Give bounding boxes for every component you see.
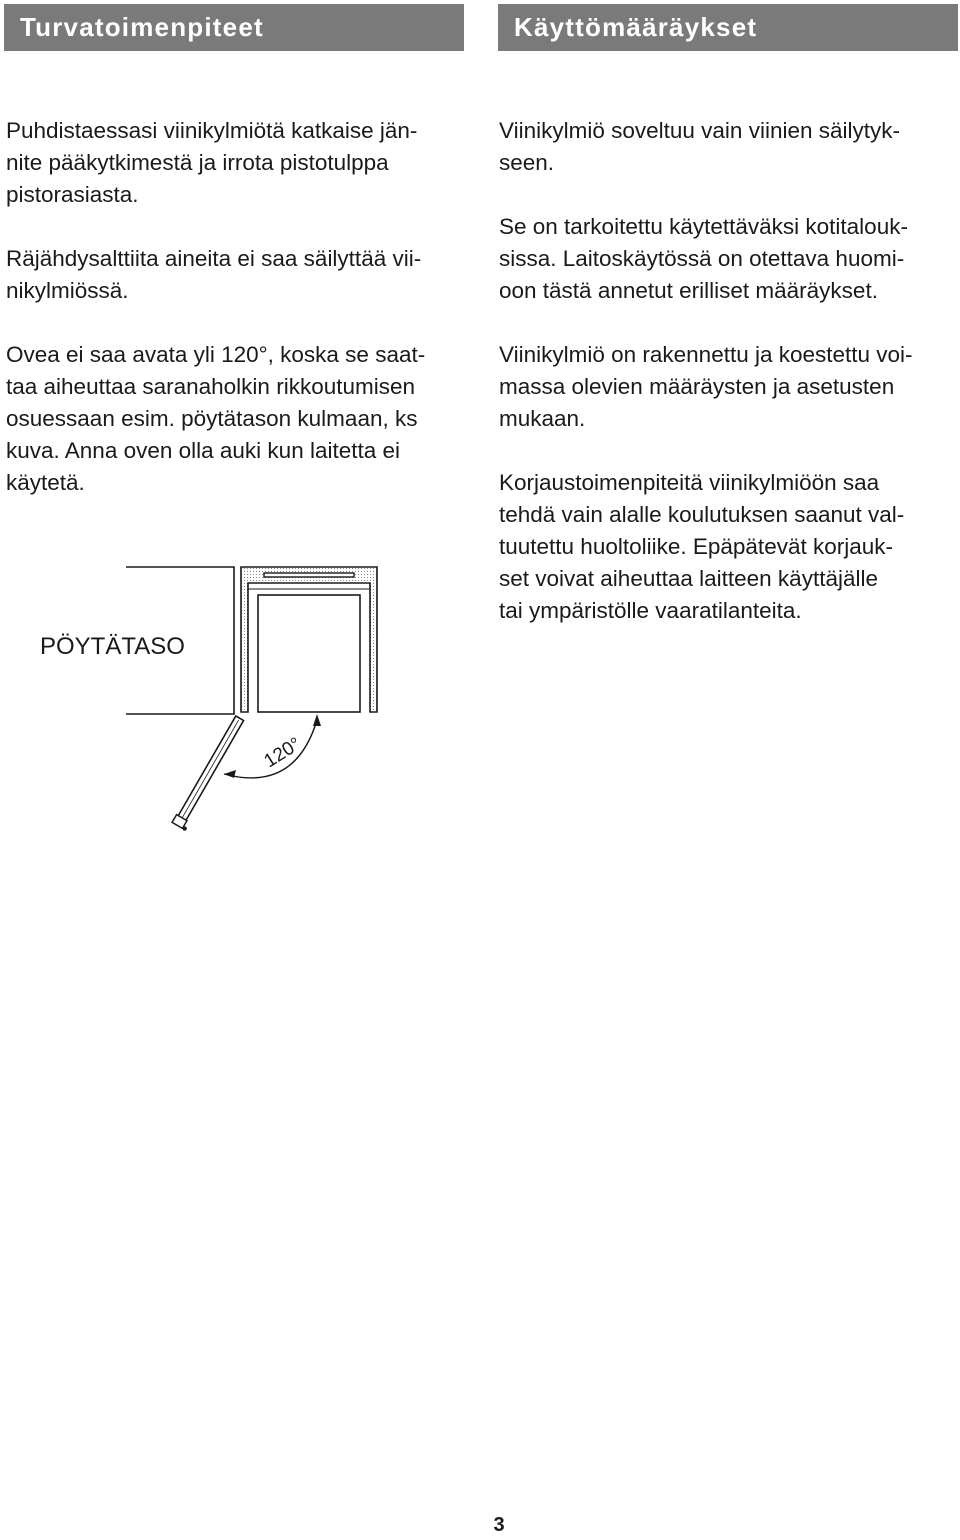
paragraph: Räjähdysalttiita aineita ei saa säilyttää vii- nikylmiössä. <box>6 246 422 303</box>
paragraph: Viinikylmiö on rakennettu ja koestettu voi- massa olevien määräysten ja asetusten mukaan. <box>499 342 913 431</box>
arrowhead-right <box>313 714 321 726</box>
section-heading-safety: Turvatoimenpiteet <box>4 4 464 51</box>
open-door <box>171 715 248 832</box>
paragraph: Ovea ei saa avata yli 120°, koska se saat- taa aiheuttaa saranaholkin rikkoutumisen osuessaan esim. pöytätason kulmaan, ks kuva. Anna oven olla auki kun laitetta ei käytetä. <box>6 342 426 495</box>
left-column <box>6 115 466 531</box>
angle-label: 120° <box>260 733 305 773</box>
section-heading-usage-rules: Käyttömääräykset <box>498 4 958 51</box>
shelf-rail <box>264 573 354 577</box>
right-column <box>499 115 959 659</box>
paragraph: Viinikylmiö soveltuu vain viinien säilytyk- seen. <box>499 118 900 175</box>
page-number: 3 <box>493 1514 505 1536</box>
door-inner-line <box>182 720 239 819</box>
countertop-label: PÖYTÄTASO <box>40 633 185 660</box>
paragraph: Puhdistaessasi viinikylmiötä katkaise jän- nite pääkytkimestä ja irrota pistotulppa pistorasiasta. <box>6 118 418 207</box>
cabinet-interior <box>258 595 360 712</box>
arrowhead-left <box>224 770 236 778</box>
paragraph: Se on tarkoitettu käytettäväksi kotitalouk- sissa. Laitoskäytössä on otettava huomi- oon tästä annetut erilliset määräykset. <box>499 214 908 303</box>
door-opening-diagram <box>0 555 420 845</box>
paragraph: Korjaustoimenpiteitä viinikylmiöön saa tehdä vain alalle koulutuksen saanut val- tuutettu huoltoliike. Epäpätevät korjauk- set voivat aiheuttaa laitteen käyttäjälle tai ympäristölle vaaratilanteita. <box>499 470 905 623</box>
